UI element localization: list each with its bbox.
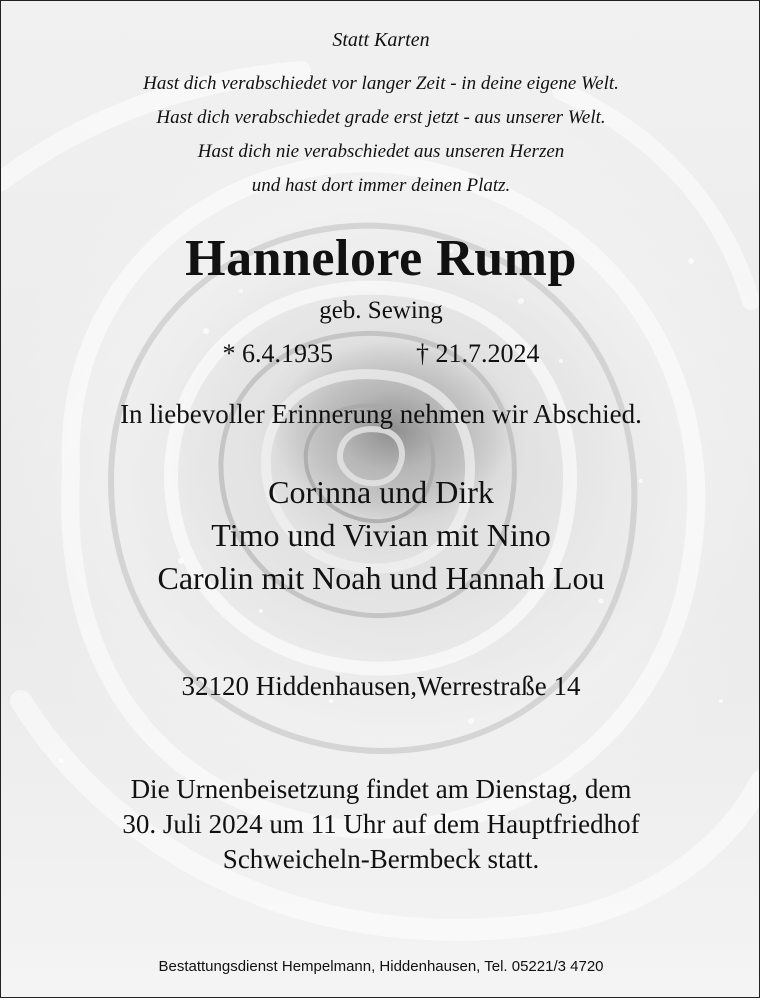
header-statt-karten: Statt Karten bbox=[332, 29, 430, 51]
service-line: 30. Juli 2024 um 11 Uhr auf dem Hauptfriedhof bbox=[122, 809, 640, 839]
mourner-line: Carolin mit Noah und Hannah Lou bbox=[157, 560, 605, 596]
poem-line: und hast dort immer deinen Platz. bbox=[251, 175, 511, 196]
mourner-line: Corinna und Dirk bbox=[268, 474, 494, 510]
poem-line: Hast dich nie verabschiedet aus unseren Herzen bbox=[197, 141, 565, 162]
address: 32120 Hiddenhausen,Werrestraße 14 bbox=[181, 671, 581, 701]
mourners-list bbox=[1, 471, 760, 600]
poem-line: Hast dich verabschiedet grade erst jetzt - aus unserer Welt. bbox=[156, 107, 606, 128]
death-date: † 21.7.2024 bbox=[416, 339, 540, 368]
farewell-text: In liebevoller Erinnerung nehmen wir Abschied. bbox=[120, 399, 642, 429]
poem-line: Hast dich verabschiedet vor langer Zeit - in deine eigene Welt. bbox=[143, 73, 619, 94]
service-announcement bbox=[1, 772, 760, 877]
life-dates bbox=[1, 339, 760, 369]
birth-name: geb. Sewing bbox=[319, 297, 443, 324]
service-line: Schweicheln-Bermbeck statt. bbox=[222, 844, 540, 874]
service-line: Die Urnenbeisetzung findet am Dienstag, dem bbox=[130, 774, 632, 804]
deceased-name: Hannelore Rump bbox=[185, 230, 577, 287]
mourner-line: Timo und Vivian mit Nino bbox=[211, 517, 551, 553]
funeral-home-footer: Bestattungsdienst Hempelmann, Hiddenhausen, Tel. 05221/3 4720 bbox=[158, 958, 604, 975]
poem bbox=[1, 67, 760, 203]
birth-date: * 6.4.1935 bbox=[222, 339, 333, 368]
